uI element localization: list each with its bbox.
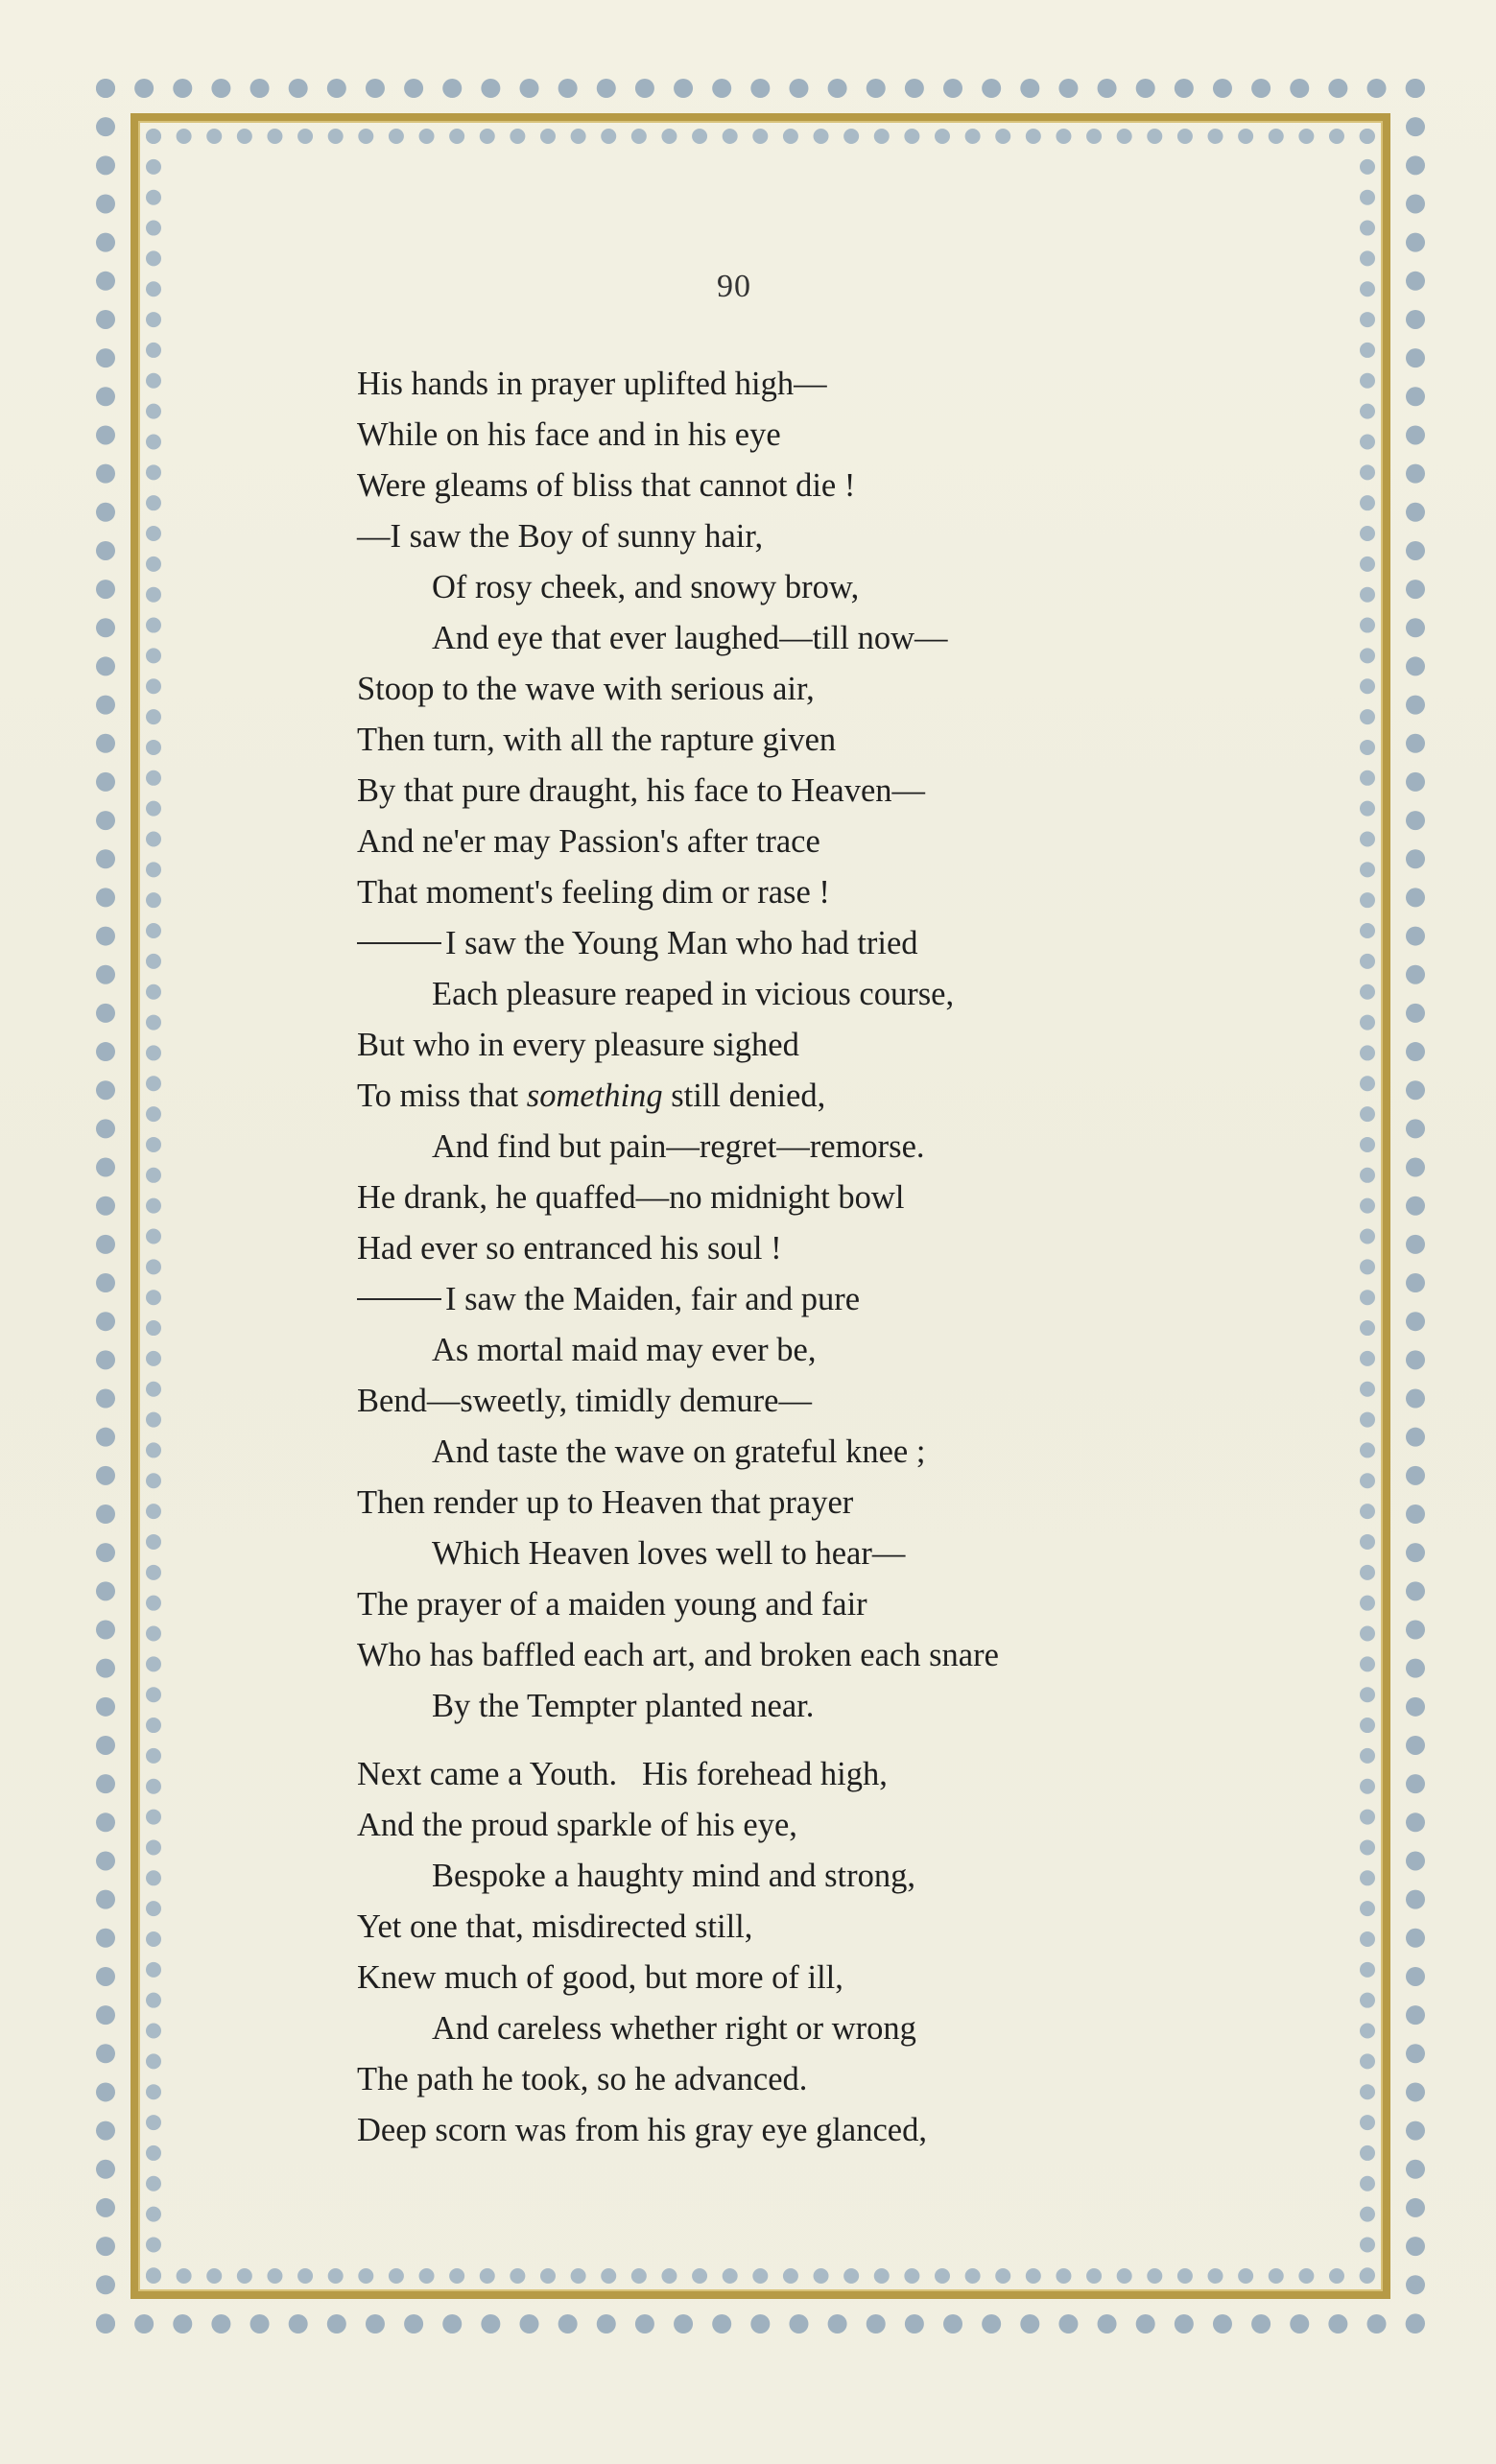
em-rule (357, 942, 441, 944)
poem-line: Were gleams of bliss that cannot die ! (357, 467, 856, 504)
poem-line: But who in every pleasure sighed (357, 1027, 799, 1063)
poem-line: Then render up to Heaven that prayer (357, 1484, 854, 1521)
poem-line: I saw the Young Man who had tried (357, 918, 999, 969)
poem-line: Yet one that, misdirected still, (357, 1908, 753, 1945)
poem-line: I saw the Maiden, fair and pure (357, 1274, 999, 1325)
poem-line: His hands in prayer uplifted high— (357, 366, 827, 402)
poem-line: That moment's feeling dim or rase ! (357, 874, 830, 911)
poem-line: —I saw the Boy of sunny hair, (357, 518, 764, 555)
em-rule (357, 1298, 441, 1300)
poem-line: By that pure draught, his face to Heaven— (357, 772, 926, 809)
poem-line: And eye that ever laughed—till now— (432, 620, 948, 656)
poem-line: And taste the wave on grateful knee ; (432, 1433, 926, 1470)
stanza (357, 359, 999, 1732)
poem-line: Which Heaven loves well to hear— (432, 1535, 906, 1572)
poem-line: Bend—sweetly, timidly demure— (357, 1383, 812, 1419)
poem-line: By the Tempter planted near. (432, 1688, 815, 1724)
poem-line: To miss that something still denied, (357, 1078, 826, 1114)
poem-line: While on his face and in his eye (357, 416, 781, 453)
poem-line: And the proud sparkle of his eye, (357, 1807, 797, 1843)
page-number: 90 (717, 269, 751, 304)
poem-line: He drank, he quaffed—no midnight bowl (357, 1179, 905, 1216)
poem-line: And find but pain—regret—remorse. (432, 1128, 925, 1165)
poem-line: Knew much of good, but more of ill, (357, 1959, 843, 1996)
poem-line: The path he took, so he advanced. (357, 2061, 808, 2097)
poem-line: As mortal maid may ever be, (432, 1332, 817, 1368)
poem-line: Had ever so entranced his soul ! (357, 1230, 782, 1267)
poem-line: Stoop to the wave with serious air, (357, 671, 815, 707)
poem-line: Who has baffled each art, and broken each snare (357, 1637, 999, 1673)
poem-line: Each pleasure reaped in vicious course, (432, 976, 955, 1012)
poem-line: And careless whether right or wrong (432, 2010, 916, 2047)
poem-line: Bespoke a haughty mind and strong, (432, 1858, 916, 1894)
poem-line: Of rosy cheek, and snowy brow, (432, 569, 860, 605)
poem-line: Next came a Youth. His forehead high, (357, 1756, 888, 1792)
poem-line: The prayer of a maiden young and fair (357, 1586, 867, 1623)
stanza (357, 1749, 999, 2156)
poem-line: And ne'er may Passion's after trace (357, 823, 820, 860)
poem-line: Then turn, with all the rapture given (357, 722, 837, 758)
poem-text (357, 359, 999, 2156)
poem-line: Deep scorn was from his gray eye glanced, (357, 2112, 927, 2148)
